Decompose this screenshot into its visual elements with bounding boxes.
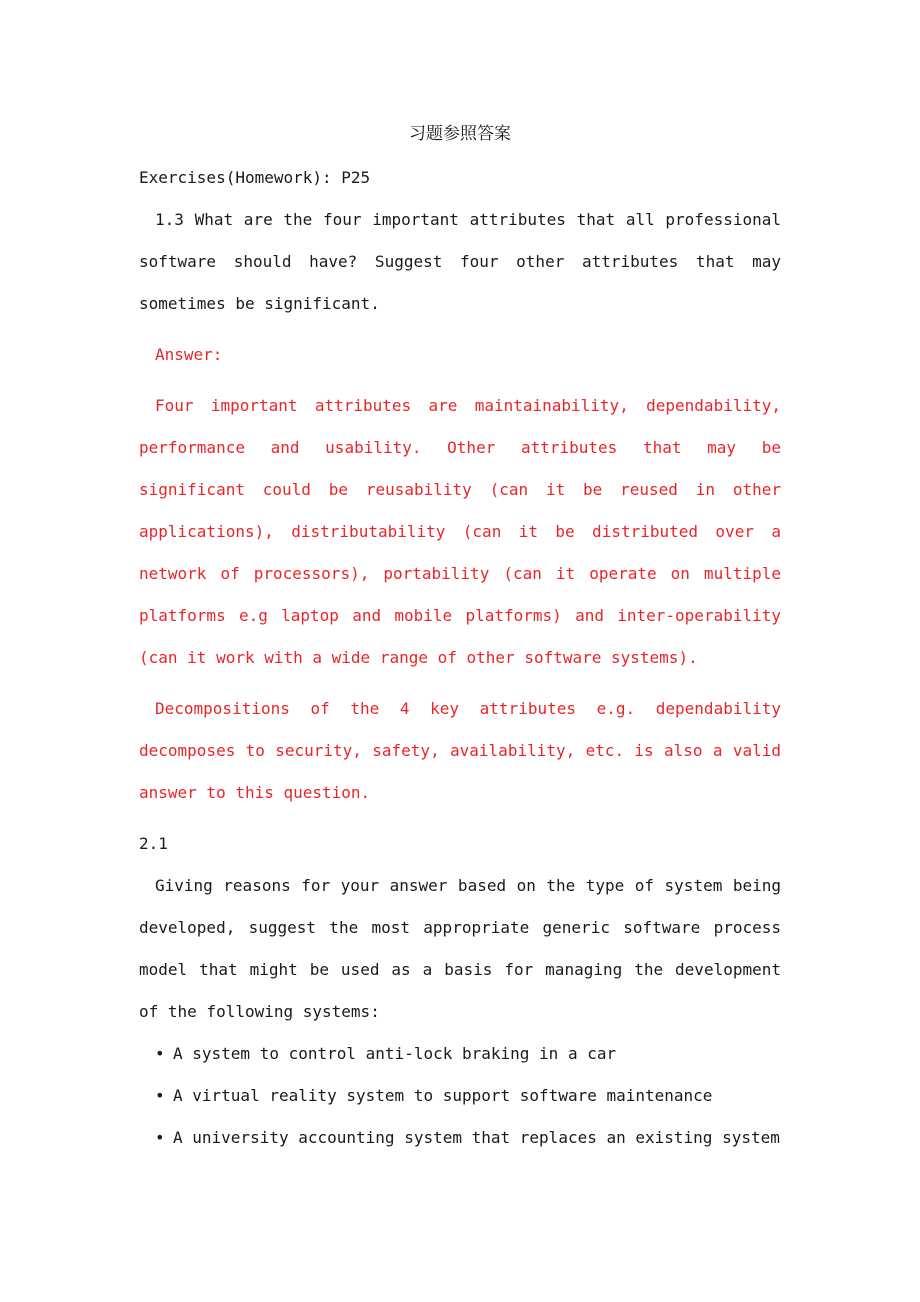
bullet-icon: •: [155, 1086, 165, 1105]
bullet-icon: •: [155, 1128, 165, 1147]
answer-paragraph-2: Decompositions of the 4 key attributes e.g. dependability decomposes to security, safety, availability, etc. is also a valid answer to this question.: [139, 699, 781, 802]
document-content: [139, 115, 781, 1159]
answer-label: Answer:: [155, 345, 223, 364]
list-item-text: A university accounting system that replaces an existing system: [173, 1128, 780, 1147]
answer-paragraph-1: Four important attributes are maintainability, dependability, performance and usability. Other attributes that may be significant could be reusability (can it be reused in other applications), distributability (can it be distributed over a network of processors), portability (can it operate on multiple platforms e.g laptop and mobile platforms) and inter-operability (can it work with a wide range of other software systems).: [139, 396, 781, 667]
list-item: [139, 1117, 781, 1159]
list-item: [139, 1033, 781, 1075]
list-item-text: A system to control anti-lock braking in a car: [173, 1044, 617, 1063]
page-title: 习题参照答案: [409, 124, 511, 144]
question-2-1: Giving reasons for your answer based on the type of system being developed, suggest the most appropriate generic software process model that might be used as a basis for managing the development of the following systems:: [139, 876, 781, 1021]
list-item: [139, 1075, 781, 1117]
question-2-1-number: 2.1: [139, 834, 168, 853]
question-1-3: 1.3 What are the four important attributes that all professional software should have? Suggest four other attributes that may sometimes be significant.: [139, 210, 781, 313]
bullet-icon: •: [155, 1044, 165, 1063]
list-item-text: A virtual reality system to support software maintenance: [173, 1086, 713, 1105]
exercises-heading: Exercises(Homework): P25: [139, 168, 371, 187]
